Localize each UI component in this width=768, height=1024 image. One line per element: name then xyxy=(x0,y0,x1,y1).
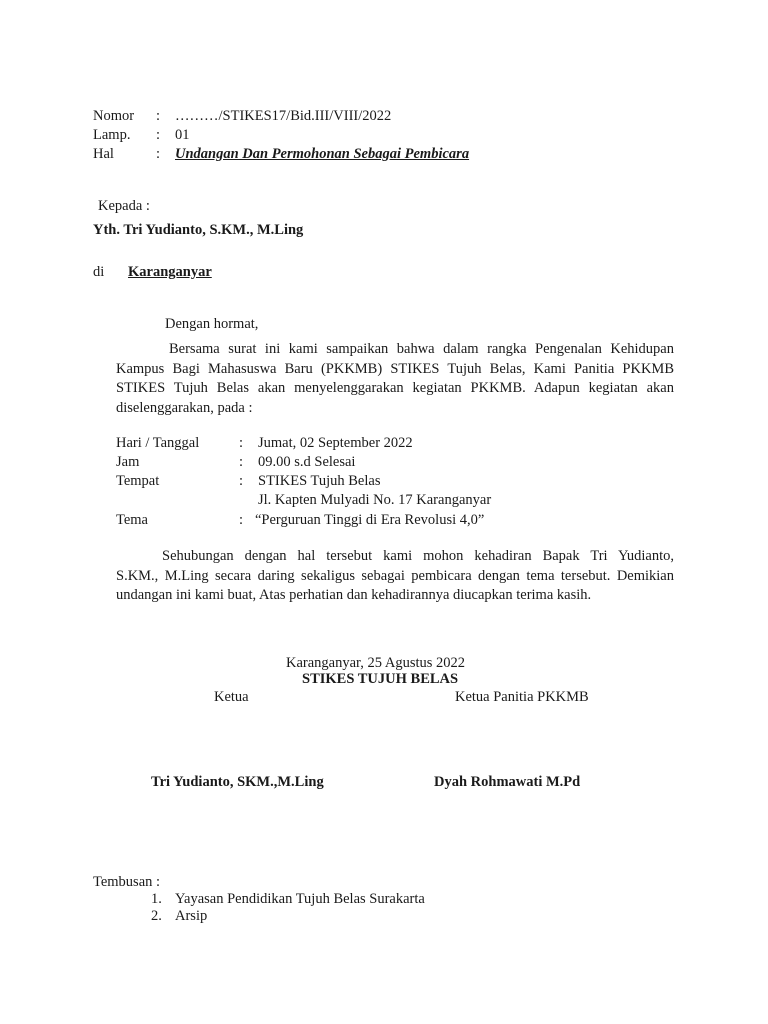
role-right: Ketua Panitia PKKMB xyxy=(455,689,589,705)
detail-value-time: 09.00 s.d Selesai xyxy=(258,454,356,470)
paragraph-request-rest: S.KM., M.Ling secara daring sekaligus sebagai pembicara dengan tema tersebut. Demikian undangan ini kami buat, Atas perhatian dan kehadirannya diucapkan terima kasih. xyxy=(116,567,674,603)
paragraph-intro-rest: Kampus Bagi Mahasuswa Baru (PKKMB) STIKES Tujuh Belas, Kami Panitia PKKMB STIKES Tujuh Belas akan menyelenggarakan kegiatan PKKMB. Adapun kegiatan akan diselenggarakan, pada : xyxy=(116,360,674,416)
detail-label-time: Jam xyxy=(116,454,140,470)
detail-value-date: Jumat, 02 September 2022 xyxy=(258,435,413,451)
place-date: Karanganyar, 25 Agustus 2022 xyxy=(286,655,466,671)
kepada-label: Kepada : xyxy=(98,198,150,214)
hal-value: Undangan Dan Permohonan Sebagai Pembicara xyxy=(175,146,470,162)
nomor-label: Nomor xyxy=(93,108,135,124)
paragraph-intro xyxy=(116,340,674,418)
detail-value-address: Jl. Kapten Mulyadi No. 17 Karanganyar xyxy=(258,492,492,508)
institution-name: STIKES TUJUH BELAS xyxy=(302,671,459,687)
paragraph-request-first-line: Sehubungan dengan hal tersebut kami mohon kehadiran Bapak Tri Yudianto, xyxy=(162,548,674,564)
di-label: di xyxy=(93,264,105,280)
detail-value-theme: “Perguruan Tinggi di Era Revolusi 4,0” xyxy=(255,512,485,528)
nomor-value: ………/STIKES17/Bid.III/VIII/2022 xyxy=(175,108,392,124)
signatory-right: Dyah Rohmawati M.Pd xyxy=(434,774,581,790)
detail-label-place: Tempat xyxy=(116,473,160,489)
tembusan-item: Yayasan Pendidikan Tujuh Belas Surakarta xyxy=(175,891,425,907)
signatory-left: Tri Yudianto, SKM.,M.Ling xyxy=(151,774,324,790)
paragraph-request xyxy=(116,547,674,606)
detail-label-date: Hari / Tanggal xyxy=(116,435,200,451)
detail-label-theme: Tema xyxy=(116,512,148,528)
detail-colon-time: : xyxy=(239,454,244,470)
role-left: Ketua xyxy=(214,689,249,705)
nomor-colon: : xyxy=(156,108,161,124)
tembusan-item: Arsip xyxy=(175,908,208,924)
greeting: Dengan hormat, xyxy=(165,316,259,332)
recipient-place: Karanganyar xyxy=(128,264,212,280)
detail-value-place: STIKES Tujuh Belas xyxy=(258,473,381,489)
recipient-name: Yth. Tri Yudianto, S.KM., M.Ling xyxy=(93,222,304,238)
hal-colon: : xyxy=(156,146,161,162)
tembusan-item-number: 2. xyxy=(151,908,162,924)
tembusan-item-number: 1. xyxy=(151,891,162,907)
detail-colon-date: : xyxy=(239,435,244,451)
tembusan-label: Tembusan : xyxy=(93,874,161,890)
lamp-colon: : xyxy=(156,127,161,143)
detail-colon-place: : xyxy=(239,473,244,489)
lamp-label: Lamp. xyxy=(93,127,131,143)
hal-label: Hal xyxy=(93,146,114,162)
paragraph-intro-first-line: Bersama surat ini kami sampaikan bahwa dalam rangka Pengenalan Kehidupan xyxy=(169,341,674,357)
lamp-value: 01 xyxy=(175,127,190,143)
detail-colon-theme: : xyxy=(239,512,244,528)
